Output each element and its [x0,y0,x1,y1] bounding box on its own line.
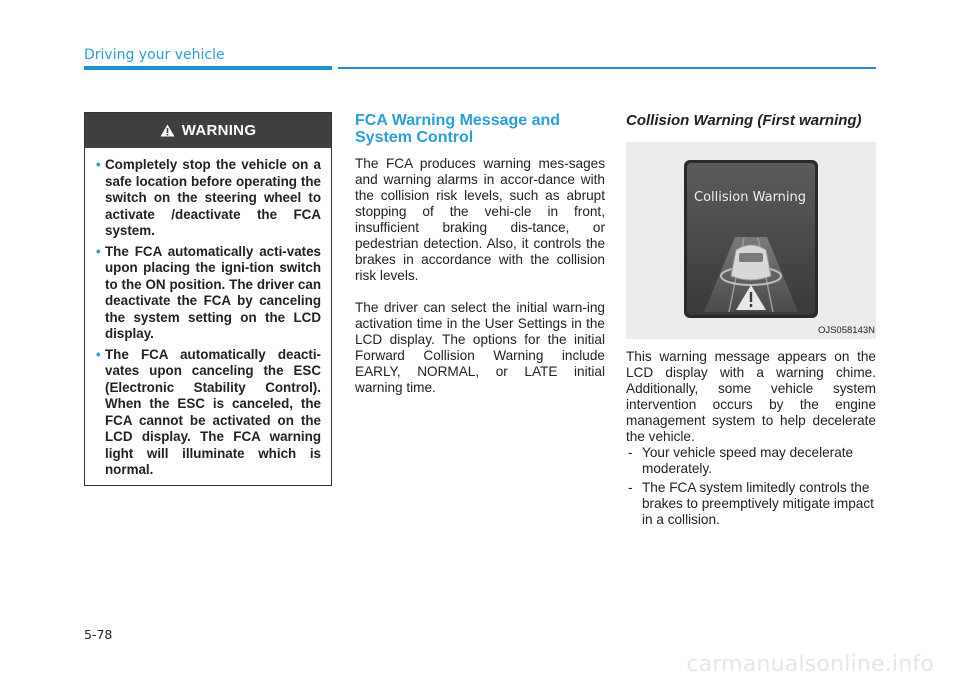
header-rule-thin [338,67,876,69]
watermark: carmanualsonline.info [686,652,934,677]
collision-column [626,112,876,531]
page-number: 5-78 [84,627,113,642]
warning-item [96,243,321,343]
lcd-message-text: Collision Warning [694,190,807,205]
fca-column [355,112,605,396]
dash-icon: - [628,480,633,495]
dash-icon: - [628,445,633,460]
fca-paragraph-1: The FCA produces warning mes-sages and warning alarms in accor-dance with the collision risk levels, such as abrupt stopping of the vehi-cle in front, insufficient braking dis-tance, or pedestrian detection. Also, it controls the brakes in accordance with the collision risk levels. [355,156,605,283]
collision-item [626,445,876,477]
lcd-figure [626,142,876,339]
warning-header [85,113,331,148]
lcd-display-illustration [626,142,876,339]
collision-paragraph: This warning message appears on the LCD display with a warning chime. Additionally, some vehicle system intervention occurs by the engine management system to help decelerate the vehicle. [626,349,876,444]
header-rule-thick [84,66,332,70]
warning-item [96,157,321,240]
warning-triangle-icon [160,124,175,137]
bullet-dot-icon: • [96,157,101,172]
warning-item-text: Completely stop the vehicle on a safe location before operating the switch on the steering wheel to activate /deactivate the FCA system. [105,157,321,238]
collision-item-text: Your vehicle speed may decelerate moderately. [642,445,854,476]
warning-item-text: The FCA automatically deacti-vates upon canceling the ESC (Electronic Stability Control). When the ESC is canceled, the FCA cannot be activated on the LCD display. The FCA warning light will illuminate which is normal. [105,346,321,477]
fca-heading: FCA Warning Message and System Control [355,112,561,146]
warning-label: WARNING [181,122,257,139]
bullet-dot-icon: • [96,243,101,259]
bullet-dot-icon: • [96,346,101,362]
collision-item [626,480,876,528]
warning-list [85,148,331,479]
figure-code: OJS058143N [817,325,875,336]
warning-box [84,112,332,486]
warning-item [96,346,321,479]
warning-item-text: The FCA automatically acti-vates upon placing the igni-tion switch to the ON position. The driver can deactivate the FCA by canceling the system setting on the LCD display. [105,243,321,341]
fca-paragraph-2: The driver can select the initial warn-ing activation time in the User Settings in the LCD display. The options for the initial Forward Collision Warning include EARLY, NORMAL, or LATE initial warning time. [355,300,605,395]
collision-item-text: The FCA system limitedly controls the brakes to preemptively mitigate impact in a collision. [642,480,874,527]
collision-list [626,445,876,528]
collision-heading: Collision Warning (First warning) [626,112,862,129]
section-title: Driving your vehicle [84,47,225,63]
